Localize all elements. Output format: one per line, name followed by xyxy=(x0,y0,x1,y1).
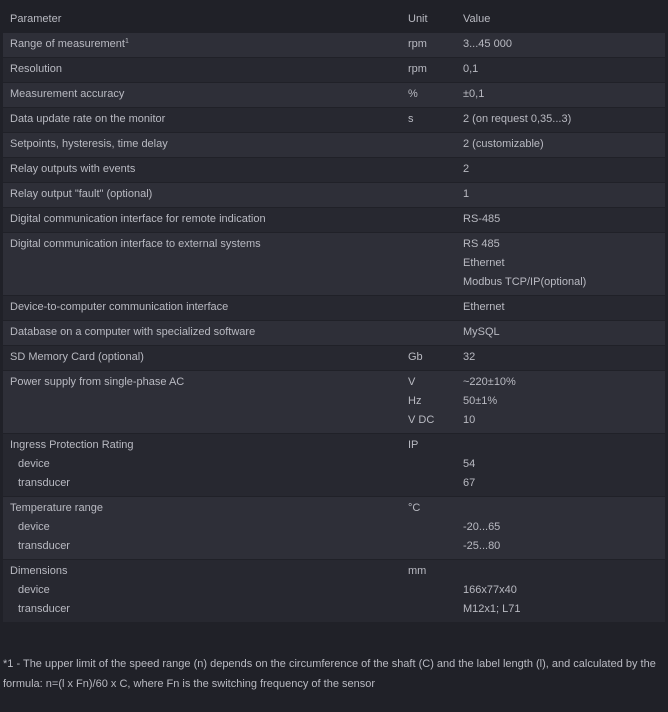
param-cell: Digital communication interface for remote indication xyxy=(10,213,266,225)
table-header xyxy=(3,8,665,33)
table-row xyxy=(3,133,665,158)
table-row xyxy=(3,158,665,183)
unit-cell: % xyxy=(408,88,418,100)
param-cell: Temperature range xyxy=(10,502,103,514)
value-cell: 166x77x40 xyxy=(463,584,517,596)
table-row xyxy=(3,497,665,560)
unit-cell xyxy=(408,326,463,345)
param-cell: Relay output "fault" (optional) xyxy=(10,188,153,200)
table-row xyxy=(3,321,665,346)
value-cell: ~220±10% xyxy=(463,376,516,388)
value-cell: MySQL xyxy=(463,326,500,338)
value-cell: 32 xyxy=(463,351,476,363)
value-cell: M12x1; L71 xyxy=(463,603,521,615)
unit-cell: Hz xyxy=(408,395,422,407)
unit-cell xyxy=(408,238,463,257)
value-cell: 67 xyxy=(463,477,476,489)
unit-cell: rpm xyxy=(408,63,427,75)
value-cell: 54 xyxy=(463,458,476,470)
param-cell: Database on a computer with specialized software xyxy=(10,326,256,338)
footnote: *1 - The upper limit of the speed range (n) depends on the circumference of the shaft (C) and the label length (l), and calculated by the formula: n=(l x Fn)/60 x C, where Fn is the switching frequency of the sensor xyxy=(3,658,656,690)
unit-cell: mm xyxy=(408,565,427,577)
value-cell: 2 xyxy=(463,163,470,175)
table-row xyxy=(3,58,665,83)
param-cell: Power supply from single-phase AC xyxy=(10,376,185,388)
table-row xyxy=(3,33,665,58)
table-row xyxy=(3,108,665,133)
value-cell: 50±1% xyxy=(463,395,498,407)
param-cell: Dimensions xyxy=(10,565,68,577)
value-cell: 10 xyxy=(463,414,476,426)
unit-cell xyxy=(408,301,463,320)
param-cell: Setpoints, hysteresis, time delay xyxy=(10,138,168,150)
table-row xyxy=(3,208,665,233)
param-cell: Data update rate on the monitor xyxy=(10,113,166,125)
table-row xyxy=(3,233,665,296)
table-row xyxy=(3,83,665,108)
header-value: Value xyxy=(463,13,491,25)
value-cell: Modbus TCP/IP(optional) xyxy=(463,276,587,288)
unit-cell: rpm xyxy=(408,38,427,50)
value-cell: 1 xyxy=(463,188,470,200)
unit-cell: Gb xyxy=(408,351,423,363)
value-cell: Ethernet xyxy=(463,257,505,269)
unit-cell: s xyxy=(408,113,414,125)
table-row xyxy=(3,371,665,434)
sub-param-device: device xyxy=(18,521,50,533)
sub-param-transducer: transducer xyxy=(18,477,70,489)
unit-cell xyxy=(408,188,463,207)
value-cell: -25...80 xyxy=(463,540,501,552)
sub-param-device: device xyxy=(18,458,50,470)
param-cell: Measurement accuracy xyxy=(10,88,125,100)
param-cell: Digital communication interface to external systems xyxy=(10,238,261,250)
sub-param-transducer: transducer xyxy=(18,603,70,615)
value-cell: -20...65 xyxy=(463,521,501,533)
param-range-of-measurement: Range of measurement$^1$ xyxy=(10,38,129,50)
value-cell: 3...45 000 xyxy=(463,38,512,50)
unit-cell: V DC xyxy=(408,414,435,426)
table-row xyxy=(3,296,665,321)
sub-param-transducer: transducer xyxy=(18,540,70,552)
spec-table xyxy=(3,0,665,623)
value-cell: Ethernet xyxy=(463,301,505,313)
value-cell: 2 (customizable) xyxy=(463,138,544,150)
unit-cell: °C xyxy=(408,502,421,514)
unit-cell xyxy=(408,213,463,232)
value-cell: ±0,1 xyxy=(463,88,485,100)
table-row xyxy=(3,560,665,623)
value-cell: RS 485 xyxy=(463,238,500,250)
value-cell: 0,1 xyxy=(463,63,479,75)
param-cell: Relay outputs with events xyxy=(10,163,136,175)
value-cell: RS-485 xyxy=(463,213,501,225)
param-cell: SD Memory Card (optional) xyxy=(10,351,144,363)
param-cell: Ingress Protection Rating xyxy=(10,439,134,451)
header-parameter: Parameter xyxy=(10,13,62,25)
table-row xyxy=(3,346,665,371)
unit-cell: V xyxy=(408,376,416,388)
param-cell: Device-to-computer communication interface xyxy=(10,301,229,313)
unit-cell: IP xyxy=(408,439,419,451)
footnote-marker: 1 xyxy=(124,38,129,45)
param-cell: Resolution xyxy=(10,63,62,75)
table-row xyxy=(3,434,665,497)
unit-cell xyxy=(408,138,463,157)
value-cell: 2 (on request 0,35...3) xyxy=(463,113,572,125)
header-unit: Unit xyxy=(408,13,428,25)
unit-cell xyxy=(408,163,463,182)
sub-param-device: device xyxy=(18,584,50,596)
table-row xyxy=(3,183,665,208)
